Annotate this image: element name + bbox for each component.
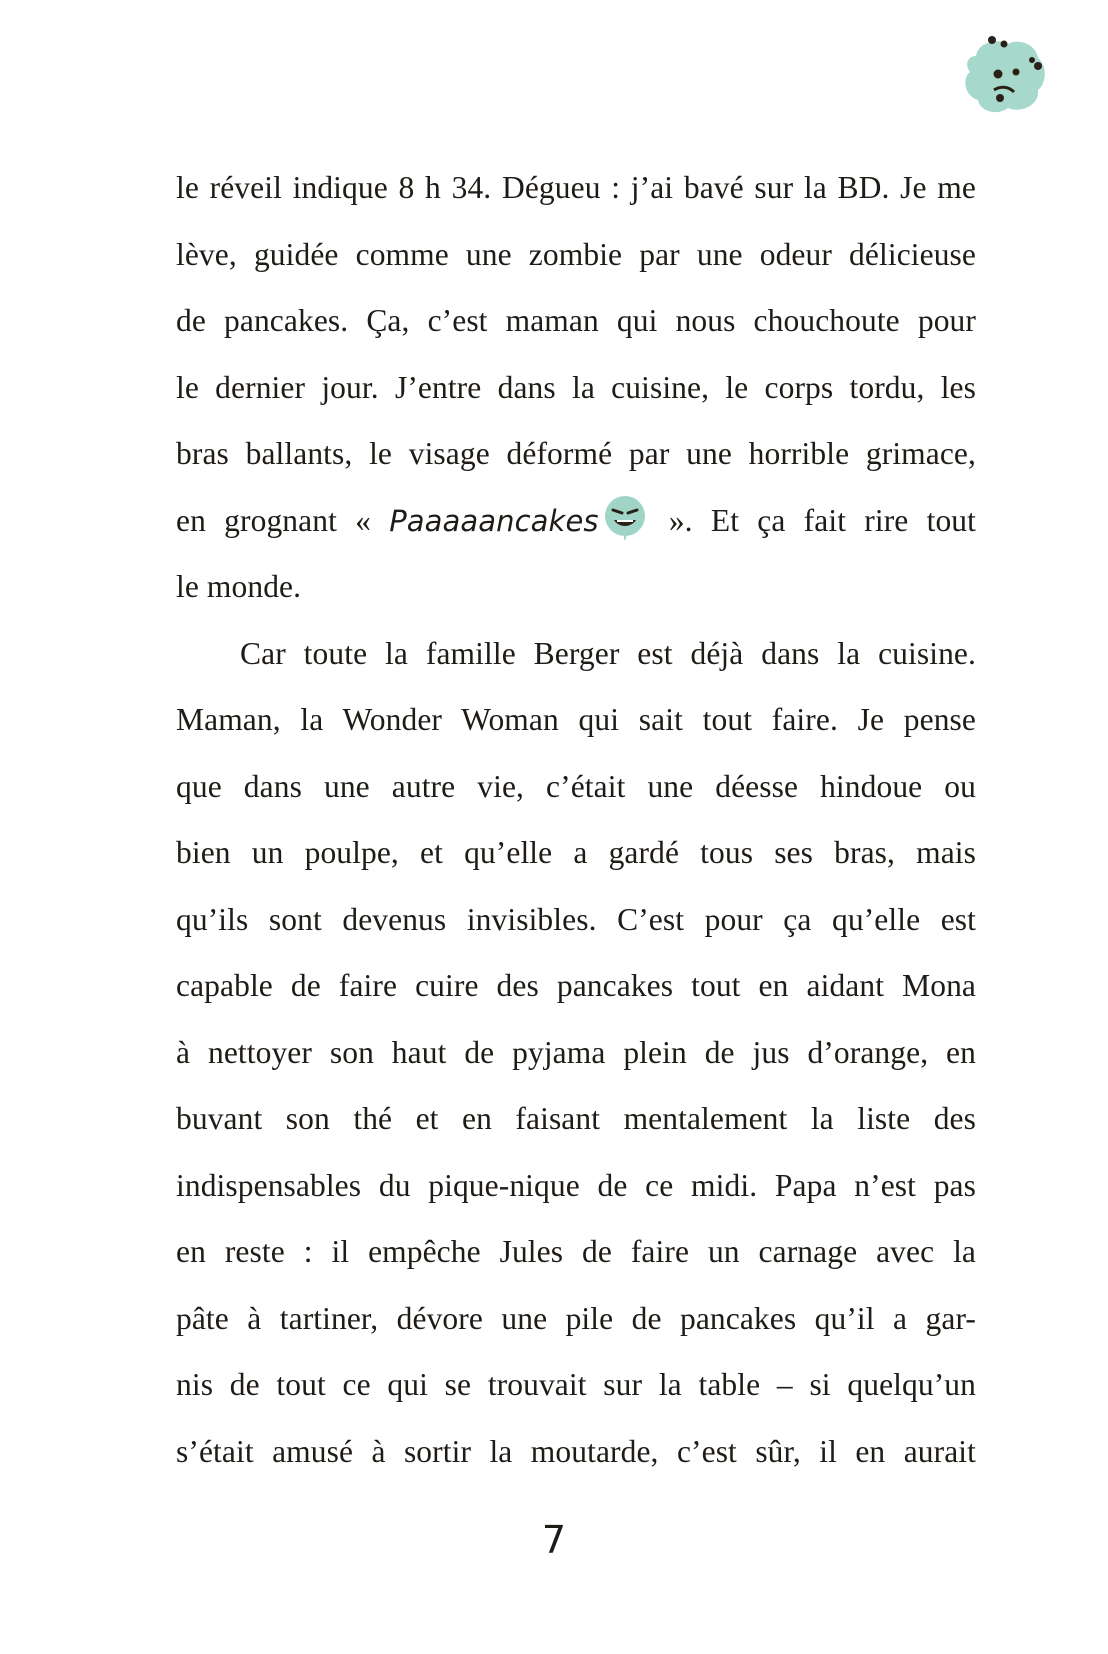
text-line: qu’ils sont devenus invisibles. C’est pour ça qu’elle est — [176, 901, 976, 937]
text-line: pâte à tartiner, dévore une pile de pancakes qu’il a gar- — [176, 1300, 976, 1336]
text-line: s’était amusé à sortir la moutarde, c’est sûr, il en aurait — [176, 1433, 976, 1469]
text-line: de pancakes. Ça, c’est maman qui nous chouchoute pour — [176, 303, 976, 338]
text-line: indispensables du pique-nique de ce midi. Papa n’est pas — [176, 1167, 976, 1203]
text-line: capable de faire cuire des pancakes tout en aidant Mona — [176, 968, 976, 1003]
text-line: que dans une autre vie, c’était une déesse hindoue ou — [176, 768, 976, 804]
text-line: bien un poulpe, et qu’elle a gardé tous ses bras, mais — [176, 835, 976, 870]
text-line: le monde. — [176, 569, 302, 604]
drooling-zombie-icon — [603, 495, 647, 545]
text-fragment: en grognant « — [176, 502, 390, 538]
text-line: le dernier jour. J’entre dans la cuisine, le corps tordu, les — [176, 369, 976, 405]
zombie-face-icon — [958, 34, 1048, 116]
text-line: Maman, la Wonder Woman qui sait tout faire. Je pense — [176, 702, 976, 737]
text-line: lève, guidée comme une zombie par une odeur délicieuse — [176, 236, 976, 272]
text-fragment: ». Et ça fait rire tout — [650, 502, 976, 538]
text-line: bras ballants, le visage déformé par une horrible grimace, — [176, 436, 976, 471]
zombie-word: Paaaaancakes — [389, 503, 599, 538]
text-line: à nettoyer son haut de pyjama plein de jus d’orange, en — [176, 1034, 976, 1070]
text-line: en reste : il empêche Jules de faire un carnage avec la — [176, 1234, 976, 1269]
text-line: buvant son thé et en faisant mentalement la liste des — [176, 1101, 976, 1136]
text-line-zombie — [176, 488, 976, 555]
page-number: 7 — [541, 1518, 567, 1562]
page-text — [176, 155, 976, 1485]
text-line: le réveil indique 8 h 34. Dégueu : j’ai bavé sur la BD. Je me — [176, 170, 976, 205]
text-line: nis de tout ce qui se trouvait sur la table – si quelqu’un — [176, 1367, 976, 1402]
text-line: Car toute la famille Berger est déjà dans la cuisine. — [240, 635, 976, 671]
